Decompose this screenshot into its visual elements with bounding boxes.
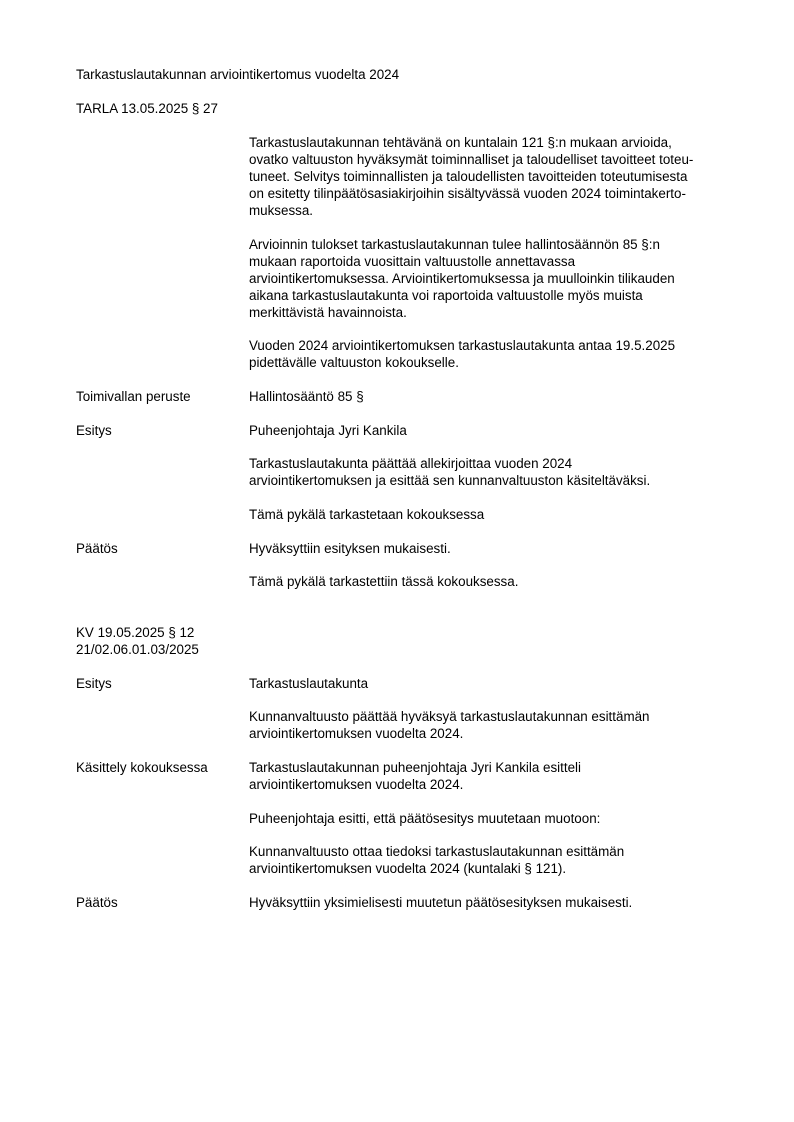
tarla-proposal-paragraph — [249, 455, 650, 489]
kv-record-id: 21/02.06.01.03/2025 — [76, 642, 199, 657]
paragraph-line: aikana tarkastuslautakunta voi raportoida valtuustolle myös muista — [249, 288, 643, 303]
kv-proposal-presenter: Tarkastuslautakunta — [249, 676, 369, 691]
kv-amended-paragraph — [249, 843, 624, 877]
tarla-proposal-check: Tämä pykälä tarkastetaan kokouksessa — [249, 507, 485, 522]
kv-reference-block — [76, 624, 199, 658]
authority-value: Hallintosääntö 85 § — [249, 389, 364, 404]
tarla-report-paragraph — [249, 236, 675, 321]
paragraph-line: tuneet. Selvitys toiminnallisten ja taloudellisten tavoitteiden toteutumisesta — [249, 169, 688, 184]
paragraph-line: pidettävälle valtuuston kokoukselle. — [249, 355, 459, 370]
paragraph-line: arviointikertomuksen ja esittää sen kunnanvaltuuston käsiteltäväksi. — [249, 473, 651, 488]
paragraph-line: arviointikertomuksessa. Arviointikertomuksessa ja muulloinkin tilikauden — [249, 271, 675, 286]
authority-label: Toimivallan peruste — [76, 389, 191, 404]
tarla-reference: TARLA 13.05.2025 § 27 — [76, 101, 218, 116]
tarla-proposal-presenter: Puheenjohtaja Jyri Kankila — [249, 423, 407, 438]
tarla-decision-label: Päätös — [76, 541, 118, 556]
paragraph-line: Kunnanvaltuusto päättää hyväksyä tarkastuslautakunnan esittämän — [249, 709, 650, 724]
paragraph-line: arviointikertomuksen vuodelta 2024 (kuntalaki § 121). — [249, 861, 567, 876]
paragraph-line: Vuoden 2024 arviointikertomuksen tarkastuslautakunta antaa 19.5.2025 — [249, 338, 676, 353]
paragraph-line: ovatko valtuuston hyväksymät toiminnalliset ja taloudelliset tavoitteet toteu- — [249, 152, 694, 167]
paragraph-line: arviointikertomuksen vuodelta 2024. — [249, 726, 464, 741]
kv-chair-change: Puheenjohtaja esitti, että päätösesitys muutetaan muotoon: — [249, 811, 601, 826]
document-title: Tarkastuslautakunnan arviointikertomus vuodelta 2024 — [76, 67, 400, 82]
paragraph-line: merkittävistä havainnoista. — [249, 305, 407, 320]
paragraph-line: mukaan raportoida vuosittain valtuustolle annettavassa — [249, 254, 576, 269]
paragraph-line: arviointikertomuksen vuodelta 2024. — [249, 777, 464, 792]
paragraph-line: Arvioinnin tulokset tarkastuslautakunnan tulee hallintosäännön 85 §:n — [249, 237, 660, 252]
tarla-intro-paragraph — [249, 134, 693, 219]
paragraph-line: Tarkastuslautakunnan puheenjohtaja Jyri Kankila esitteli — [249, 760, 581, 775]
tarla-deliver-paragraph — [249, 337, 675, 371]
tarla-proposal-label: Esitys — [76, 423, 112, 438]
kv-handling-paragraph — [249, 759, 581, 793]
kv-handling-label: Käsittely kokouksessa — [76, 760, 208, 775]
kv-decision-value: Hyväksyttiin yksimielisesti muutetun päätösesityksen mukaisesti. — [249, 895, 633, 910]
paragraph-line: Tarkastuslautakunnan tehtävänä on kuntalain 121 §:n mukaan arvioida, — [249, 135, 672, 150]
kv-decision-label: Päätös — [76, 895, 118, 910]
kv-reference: KV 19.05.2025 § 12 — [76, 625, 195, 640]
paragraph-line: on esitetty tilinpäätösasiakirjoihin sisältyvässä vuoden 2024 toimintakerto- — [249, 186, 686, 201]
paragraph-line: Kunnanvaltuusto ottaa tiedoksi tarkastuslautakunnan esittämän — [249, 844, 625, 859]
kv-proposal-label: Esitys — [76, 676, 112, 691]
paragraph-line: Tarkastuslautakunta päättää allekirjoittaa vuoden 2024 — [249, 456, 573, 471]
tarla-decision-value: Hyväksyttiin esityksen mukaisesti. — [249, 541, 451, 556]
kv-proposal-paragraph — [249, 708, 650, 742]
paragraph-line: muksessa. — [249, 203, 313, 218]
tarla-decision-check: Tämä pykälä tarkastettiin tässä kokouksessa. — [249, 574, 519, 589]
